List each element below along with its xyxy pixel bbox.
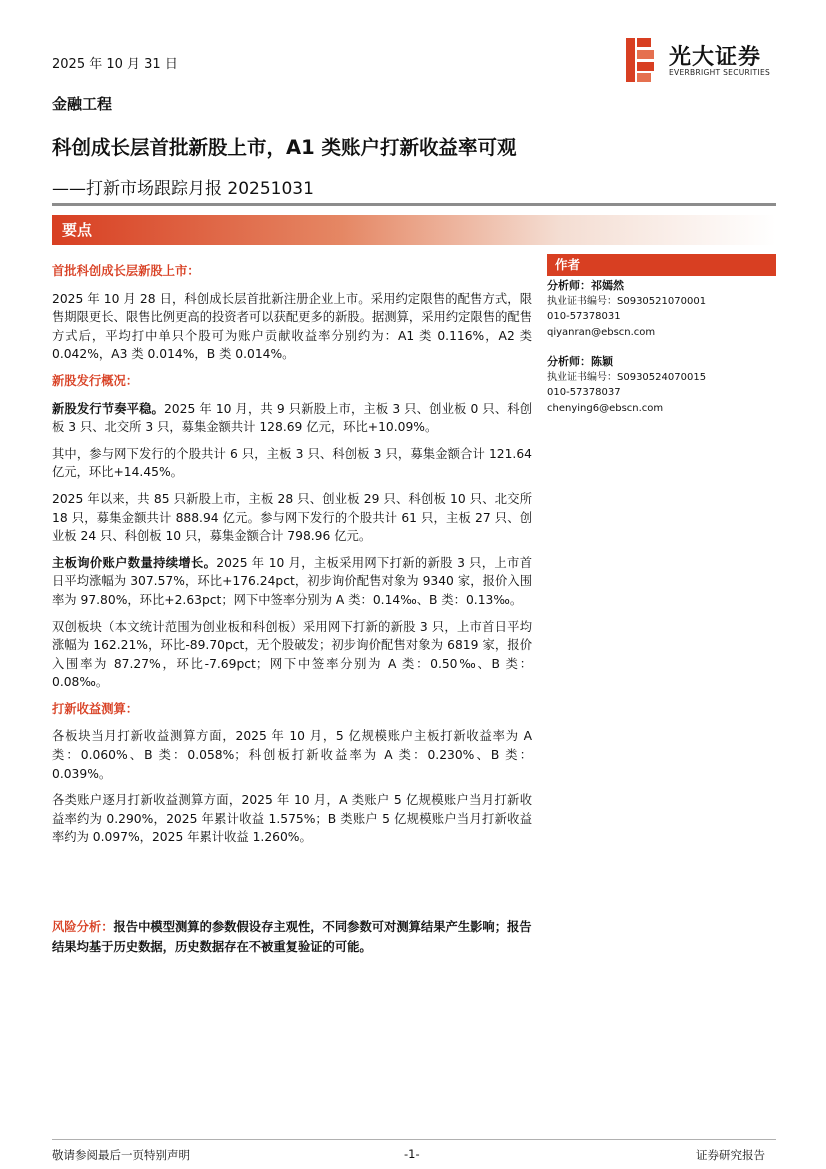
header-divider: [52, 203, 776, 206]
paragraph-ipo-pace-body: 2025 年 10 月，共 9 只新股上市，主板 3 只、创业板 0 只、科创板 3 只、北交所 3 只，募集金额共计 128.69 亿元，环比+10.09%。: [52, 401, 532, 435]
report-title: 科创成长层首批新股上市，A1 类账户打新收益率可观: [52, 136, 517, 159]
section-heading-return-estimate: 打新收益测算：: [52, 701, 139, 716]
risk-analysis: [52, 917, 532, 957]
risk-analysis-text: 报告中模型测算的参数假设存主观性，不同参数可对测算结果产生影响；报告结果均基于历史数据，历史数据存在不被重复验证的可能。: [52, 920, 532, 954]
paragraph-new-board: 2025 年 10 月 28 日，科创成长层首批新注册企业上市。采用约定限售的配售方式，限售期限更长、限售比例更高的投资者可以获配更多的新股。据测算，采用约定限售的配售方式后，平均打中单只个股可为账户贡献收益率分别约为：A1 类 0.116%，A2 类 0.042%，A3 类 0.014%，B 类 0.014%。: [52, 291, 532, 362]
section-heading-new-board: 首批科创成长层新股上市：: [52, 264, 200, 278]
paragraph-offline-issuance: 其中，参与网下发行的个股共计 6 只，主板 3 只、科创板 3 只，募集金额合计 121.64 亿元，环比+14.45%。: [52, 446, 532, 480]
analyst-email: qiyanran@ebscn.com: [547, 326, 656, 338]
footer-report-type: 证券研究报告: [696, 1148, 765, 1162]
footer-disclaimer-note: 敬请参阅最后一页特别声明: [52, 1148, 190, 1162]
keypoints-label: 要点: [62, 221, 93, 239]
analyst-license: 执业证书编号：S0930524070015: [547, 371, 707, 383]
analyst-name: 分析师：祁嫣然: [547, 279, 624, 292]
logo-chinese-text: 光大证券: [669, 45, 762, 70]
logo-english-text: EVERBRIGHT SECURITIES: [669, 68, 771, 77]
analyst-email: chenying6@ebscn.com: [547, 402, 664, 414]
analyst-card: [547, 354, 776, 416]
paragraph-main-board-inquiry: [52, 554, 532, 610]
analyst-license: 执业证书编号：S0930521070001: [547, 295, 707, 307]
paragraph-main-board-inquiry-body: 2025 年 10 月，主板采用网下打新的新股 3 只，上市首日平均涨幅为 307.57%，环比+176.24pct，初步询价配售对象为 9340 家，报价入围率为 97.80%，环比+2.63pct；网下中签率分别为 A 类：0.14‰、B 类：0.13‰。: [52, 555, 532, 607]
analyst-card: [547, 278, 776, 340]
analyst-phone: 010-57378037: [547, 387, 621, 398]
keypoints-band: [52, 215, 776, 245]
paragraph-ipo-pace: [52, 400, 532, 437]
paragraph-board-returns: 各板块当月打新收益测算方面，2025 年 10 月，5 亿规模账户主板打新收益率为 A 类：0.060%、B 类：0.058%；科创板打新收益率为 A 类：0.230%、B 类：0.039%。: [52, 729, 532, 781]
paragraph-ipo-pace-lead: 新股发行节奏平稳。: [52, 401, 164, 416]
analyst-phone: 010-57378031: [547, 311, 621, 322]
paragraph-main-board-inquiry-lead: 主板询价账户数量持续增长。: [52, 555, 217, 570]
risk-analysis-heading: 风险分析：: [52, 920, 114, 934]
author-band: 作者: [547, 254, 776, 276]
paragraph-account-returns: 各类账户逐月打新收益测算方面，2025 年 10 月，A 类账户 5 亿规模账户当月打新收益率约为 0.290%，2025 年累计收益 1.575%；B 类账户 5 亿规模账户当月打新收益率约为 0.097%，2025 年累计收益 1.260%。: [52, 793, 532, 845]
footer-divider: [52, 1139, 776, 1140]
everbright-logo-icon: [626, 38, 656, 82]
company-logo: [626, 38, 786, 82]
section-heading-ipo-overview: 新股发行概况：: [52, 373, 139, 388]
author-sidebar: [547, 254, 776, 416]
report-subtitle: ——打新市场跟踪月报 20251031: [52, 179, 314, 199]
main-content: [52, 262, 532, 855]
page-number: -1-: [404, 1147, 420, 1161]
paragraph-dual-innovation: 双创板块（本文统计范围为创业板和科创板）采用网下打新的新股 3 只，上市首日平均涨幅为 162.21%，环比-89.70pct，无个股破发；初步询价配售对象为 6819 家，报价入围率为 87.27%，环比-7.69pct；网下中签率分别为 A 类：0.50‰、B 类：0.08‰。: [52, 619, 532, 690]
report-date: 2025 年 10 月 31 日: [52, 57, 178, 72]
report-category: 金融工程: [52, 95, 113, 113]
analyst-name: 分析师：陈颖: [547, 355, 613, 368]
paragraph-ytd-summary: 2025 年以来，共 85 只新股上市，主板 28 只、创业板 29 只、科创板 10 只、北交所 18 只，募集金额共计 888.94 亿元。参与网下发行的个股共计 61 只，主板 27 只、创业板 24 只、科创板 10 只，募集金额合计 798.96 亿元。: [52, 491, 532, 544]
